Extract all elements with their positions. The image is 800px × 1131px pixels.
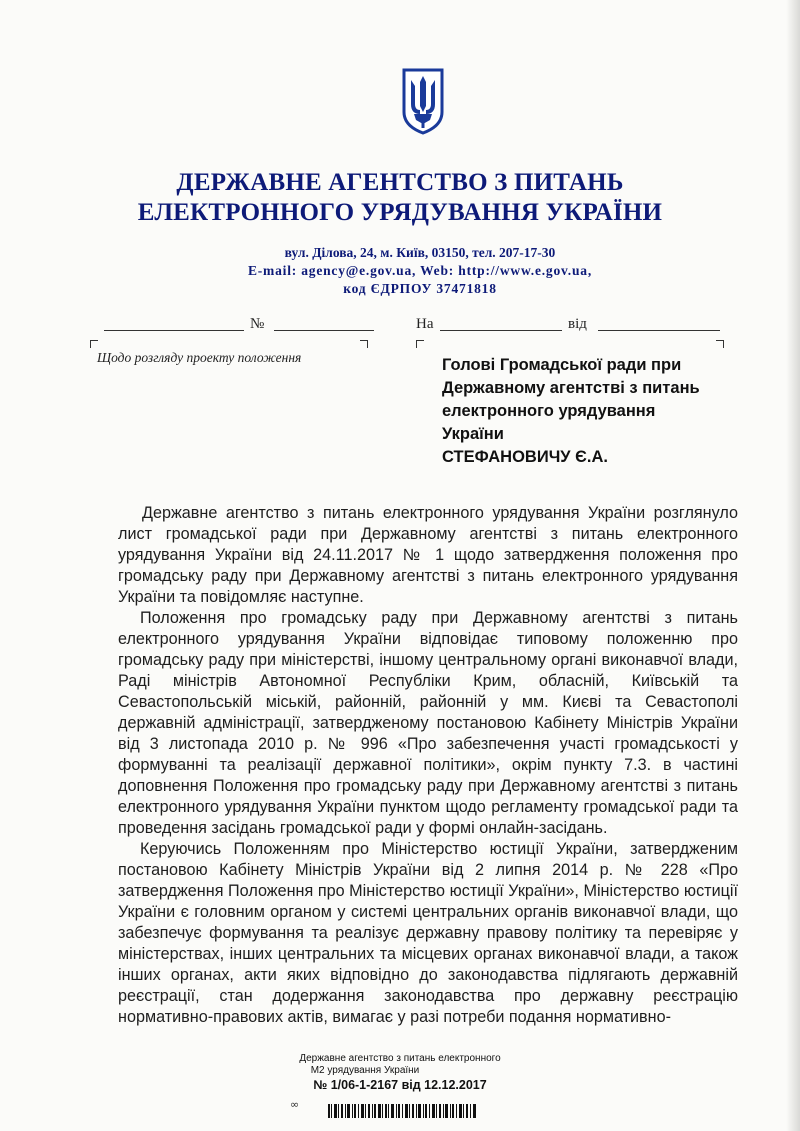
- addressee-block: [442, 354, 700, 469]
- addressee-line: електронного урядування: [442, 402, 656, 420]
- barcode-icon: [328, 1104, 476, 1118]
- addressee-line: Голові Громадської ради при: [442, 356, 682, 374]
- addressee-corner-left: [416, 340, 424, 348]
- stamp-registration-number: № 1/06-1-2167 від 12.12.2017: [313, 1078, 487, 1092]
- agency-email-web: E-mail: agency@e.gov.ua, Web: http://www.e.gov.ua,: [247, 263, 593, 278]
- body-paragraph-3: Керуючись Положенням про Міністерство юстиції України, затвердженим постановою Кабінету Міністрів України від 2 липня 2014 р. № 228 «Про затвердження Положення про Міністерство юстиції України», Міністерство юстиції України є головним органом у системі центральних органів виконавчої влади, що забезпечує формування та реалізує державну правову політику та перевіряє у міністерствах, інших центральних та місцевих органах виконавчої влади, а також інших органах, акти яких відповідно до законодавства підлягають державній реєстрації, стан додержання законодавства про державну реєстрацію нормативно-правових актів, вимагає у разі потреби подання нормативно-: [118, 840, 738, 1026]
- number-sign-label: №: [250, 316, 265, 332]
- agency-edrpou: код ЄДРПОУ 37471818: [343, 281, 497, 296]
- subject-corner-left: [90, 340, 98, 348]
- registration-stamp: [0, 1053, 800, 1093]
- outgoing-number-blank: [274, 330, 374, 331]
- addressee-corner-right: [716, 340, 724, 348]
- reply-to-number-blank: [440, 330, 562, 331]
- reply-from-label: від: [568, 316, 587, 332]
- reply-to-label: На: [416, 316, 434, 332]
- addressee-line: Державному агентстві з питань: [442, 379, 700, 397]
- subject-corner-right: [360, 340, 368, 348]
- outgoing-date-blank: [104, 330, 244, 331]
- stamp-agency-line: Державне агентство з питань електронного: [299, 1053, 501, 1064]
- stamp-agency-line-2: М2 урядування України: [310, 1065, 420, 1076]
- addressee-name: СТЕФАНОВИЧУ Є.А.: [442, 448, 608, 466]
- letter-subject: Щодо розгляду проекту положення: [97, 350, 302, 365]
- reply-from-date-blank: [598, 330, 720, 331]
- agency-title: [0, 168, 800, 228]
- agency-contacts: [150, 244, 690, 298]
- body-paragraph-2: Положення про громадську раду при Державному агентстві з питань електронного урядування України відповідає типовому положенню про громадську раду при міністерстві, іншому центральному органі виконавчої влади, Раді міністрів Автономної Республіки Крим, обласній, Київській та Севастопольській міській, районній, районній у мм. Києві та Севастополі державній адміністрації, затвердженому постановою Кабінету Міністрів України від 3 листопада 2010 р. № 996 «Про забезпечення участі громадськості у формуванні та реалізації державної політики», окрім пункту 7.3. в частині доповнення Положення про громадську раду при Державному агентстві з питань електронного урядування України пунктом щодо регламенту громадської ради та проведення засідань громадської ради у формі онлайн-засідань.: [118, 609, 738, 837]
- body-paragraph-1: Державне агентство з питань електронного урядування України розглянуло лист громадської ради при Державному агентстві з питань електронного урядування України від 24.11.2017 № 1 щодо затвердження положення про громадську раду при Державному агентстві з питань електронного урядування України та повідомляє наступне.: [118, 504, 738, 606]
- trident-emblem-icon: [400, 66, 446, 136]
- letter-body: [118, 503, 738, 1028]
- agency-address: вул. Ділова, 24, м. Київ, 03150, тел. 207-17-30: [284, 245, 556, 260]
- agency-title-line-1: ДЕРЖАВНЕ АГЕНТСТВО З ПИТАНЬ: [176, 169, 624, 196]
- addressee-line: України: [442, 425, 504, 443]
- agency-title-line-2: ЕЛЕКТРОННОГО УРЯДУВАННЯ УКРАЇНИ: [137, 199, 663, 226]
- stamp-mark: ∞: [290, 1098, 300, 1111]
